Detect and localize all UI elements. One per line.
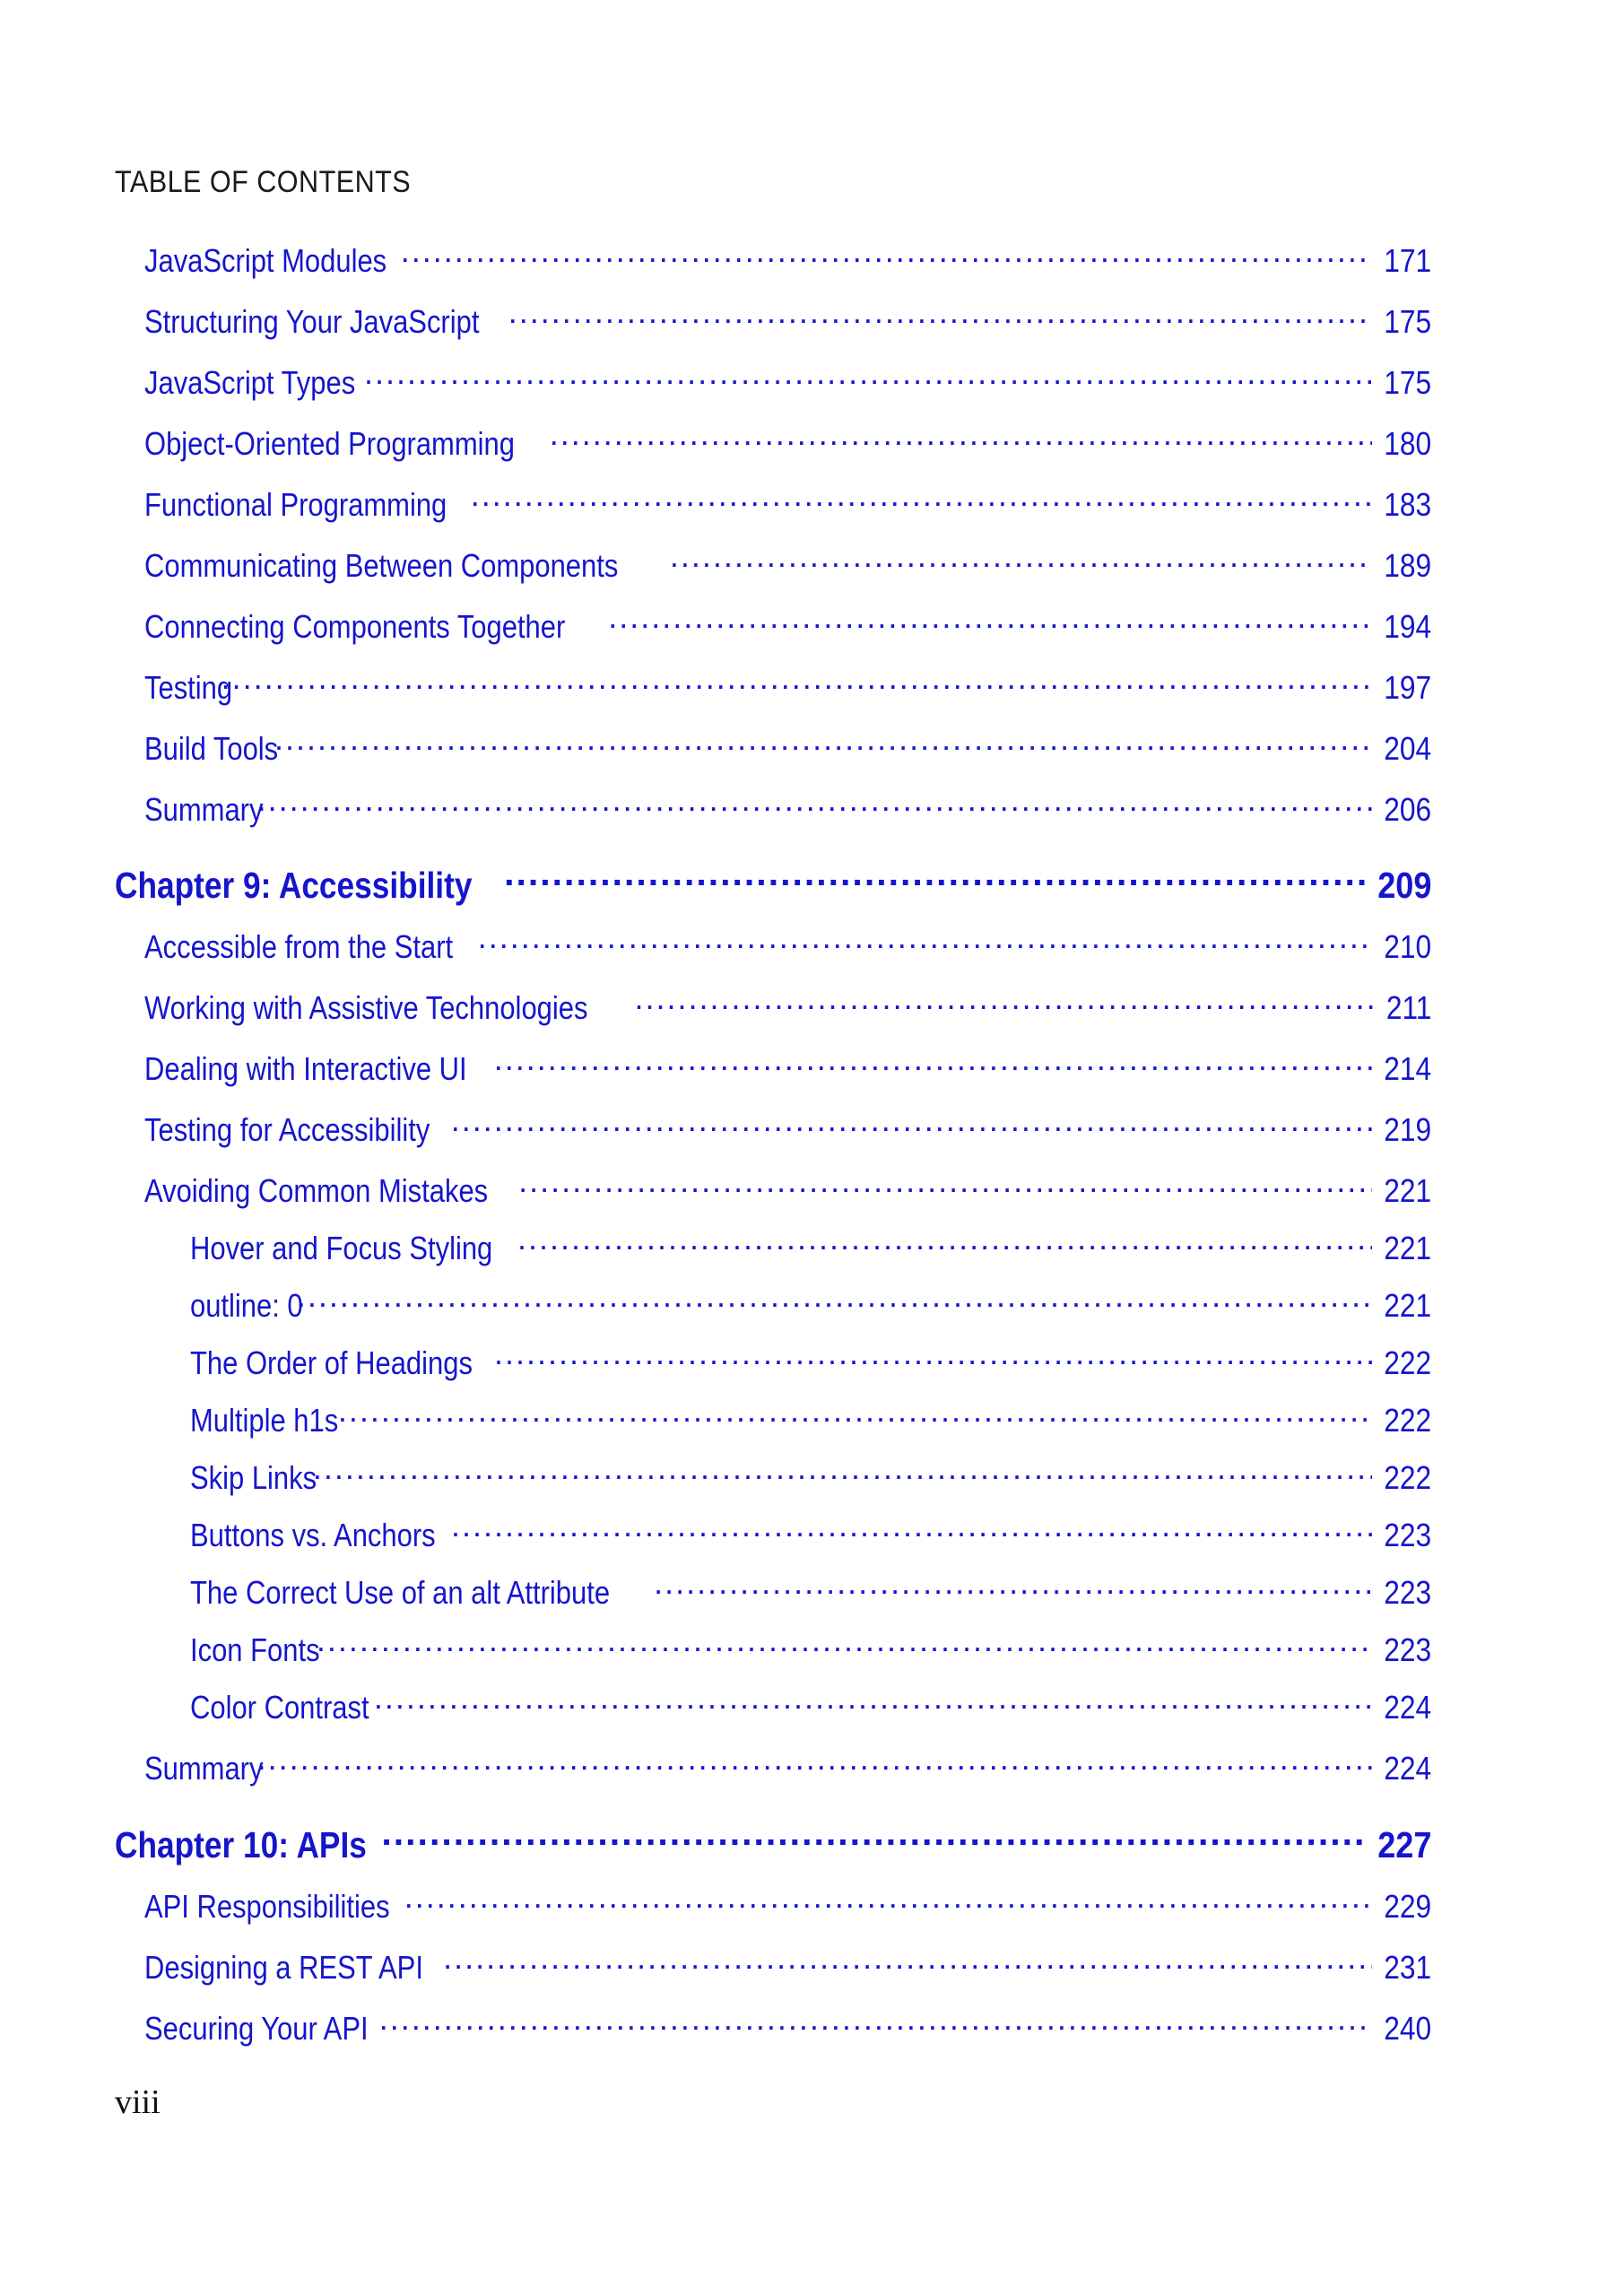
dot-leader <box>222 666 1372 699</box>
toc-entry[interactable] <box>144 361 1431 402</box>
toc-entry-title: Buttons vs. Anchors <box>190 1516 436 1553</box>
dot-leader <box>313 1457 1372 1489</box>
toc-entry-page-number: 222 <box>1384 1401 1431 1439</box>
dot-leader <box>338 1399 1372 1431</box>
toc-chapter-entry[interactable] <box>115 861 1431 908</box>
toc-entry[interactable] <box>144 788 1431 829</box>
dot-leader <box>635 987 1375 1019</box>
toc-entry[interactable] <box>144 239 1431 280</box>
toc-entry-title: outline: 0 <box>190 1286 303 1324</box>
toc-entry-page-number: 204 <box>1384 729 1431 767</box>
dot-leader <box>374 1686 1372 1718</box>
dot-leader <box>364 361 1372 394</box>
toc-entry[interactable] <box>190 1457 1431 1497</box>
toc-entry[interactable] <box>144 544 1431 585</box>
toc-entry-title: Chapter 9: Accessibility <box>115 864 473 906</box>
toc-entry-page-number: 197 <box>1384 668 1431 706</box>
toc-entry[interactable] <box>144 1170 1431 1210</box>
toc-entry-page-number: 194 <box>1384 607 1431 645</box>
toc-entry-page-number: 210 <box>1384 927 1431 965</box>
toc-entry-title: Summary <box>144 1749 264 1787</box>
toc-entry-page-number: 240 <box>1384 2009 1431 2047</box>
dot-leader <box>451 1514 1372 1546</box>
dot-leader <box>494 1048 1372 1080</box>
toc-entry-page-number: 224 <box>1384 1749 1431 1787</box>
dot-leader <box>257 1747 1372 1779</box>
toc-entry-title: Multiple h1s <box>190 1401 339 1439</box>
toc-entry-title: The Order of Headings <box>190 1344 473 1381</box>
dot-leader <box>517 1227 1372 1259</box>
toc-entry[interactable] <box>190 1514 1431 1554</box>
dot-leader <box>494 1342 1372 1374</box>
dot-leader <box>297 1284 1372 1317</box>
toc-entry[interactable] <box>144 1048 1431 1088</box>
toc-entry-title: Chapter 10: APIs <box>115 1823 367 1866</box>
toc-entry[interactable] <box>144 422 1431 463</box>
toc-entry-page-number: 222 <box>1384 1458 1431 1496</box>
dot-leader <box>257 788 1372 821</box>
toc-entry[interactable] <box>144 1885 1431 1926</box>
toc-entry-title: Avoiding Common Mistakes <box>144 1171 489 1209</box>
toc-entry[interactable] <box>190 1227 1431 1267</box>
toc-entry-page-number: 175 <box>1384 363 1431 401</box>
toc-entry-page-number: 223 <box>1384 1631 1431 1668</box>
toc-entry-page-number: 214 <box>1384 1049 1431 1087</box>
toc-entry-title: Designing a REST API <box>144 1948 423 1986</box>
toc-entry-page-number: 223 <box>1384 1573 1431 1611</box>
dot-leader <box>381 1821 1364 1857</box>
toc-entry[interactable] <box>144 926 1431 966</box>
toc-entry-page-number: 211 <box>1385 988 1431 1026</box>
toc-entry-title: Functional Programming <box>144 485 447 523</box>
toc-entry-page-number: 183 <box>1384 485 1431 523</box>
toc-entry-page-number: 175 <box>1384 302 1431 340</box>
toc-entry-title: Color Contrast <box>190 1688 369 1726</box>
toc-entry-title: Securing Your API <box>144 2009 369 2047</box>
toc-entry-page-number: 224 <box>1384 1688 1431 1726</box>
toc-entry[interactable] <box>144 2007 1431 2048</box>
dot-leader <box>404 1885 1372 1918</box>
dot-leader <box>478 926 1372 958</box>
toc-entry-title: API Responsibilities <box>144 1887 390 1925</box>
dot-leader <box>518 1170 1372 1202</box>
dot-leader <box>451 1109 1372 1141</box>
toc-entry-page-number: 221 <box>1384 1171 1431 1209</box>
toc-entry-page-number: 227 <box>1377 1823 1431 1866</box>
toc-entry-page-number: 231 <box>1384 1948 1431 1986</box>
toc-entry-title: Testing <box>144 668 233 706</box>
toc-entry-title: Build Tools <box>144 729 279 767</box>
toc-entry-page-number: 219 <box>1384 1110 1431 1148</box>
toc-entry-title: Testing for Accessibility <box>144 1110 430 1148</box>
toc-entry[interactable] <box>190 1399 1431 1439</box>
toc-entry[interactable] <box>144 727 1431 768</box>
dot-leader <box>274 727 1372 760</box>
toc-entry-title: Accessible from the Start <box>144 927 454 965</box>
toc-entry-page-number: 209 <box>1377 864 1431 906</box>
toc-entry[interactable] <box>190 1686 1431 1726</box>
toc-entry[interactable] <box>190 1629 1431 1669</box>
toc-entry[interactable] <box>144 666 1431 707</box>
toc-entry-title: Communicating Between Components <box>144 546 619 584</box>
dot-leader <box>471 483 1372 516</box>
toc-entry[interactable] <box>144 987 1431 1027</box>
dot-leader <box>317 1629 1372 1661</box>
toc-entry[interactable] <box>144 483 1431 524</box>
toc-entry-page-number: 221 <box>1384 1229 1431 1266</box>
toc-entry-title: Dealing with Interactive UI <box>144 1049 467 1087</box>
toc-entry-page-number: 222 <box>1384 1344 1431 1381</box>
toc-entry[interactable] <box>190 1284 1431 1325</box>
running-header: TABLE OF CONTENTS <box>115 165 412 199</box>
toc-entry-page-number: 171 <box>1384 241 1431 279</box>
dot-leader <box>508 300 1372 333</box>
toc-entry[interactable] <box>190 1342 1431 1382</box>
page-number-footer: viii <box>115 2083 161 2121</box>
dot-leader <box>443 1946 1372 1979</box>
toc-entry-page-number: 221 <box>1384 1286 1431 1324</box>
toc-entry-page-number: 229 <box>1384 1887 1431 1925</box>
dot-leader <box>401 239 1372 272</box>
toc-entry-title: Summary <box>144 790 264 828</box>
toc-entry-title: The Correct Use of an alt Attribute <box>190 1573 611 1611</box>
dot-leader <box>670 544 1372 577</box>
toc-entry-title: JavaScript Modules <box>144 241 387 279</box>
dot-leader <box>379 2007 1372 2039</box>
dot-leader <box>550 422 1372 455</box>
toc-entry[interactable] <box>190 1571 1431 1612</box>
toc-entry[interactable] <box>144 1747 1431 1787</box>
toc-entry[interactable] <box>144 1109 1431 1149</box>
toc-entry[interactable] <box>144 605 1431 646</box>
dot-leader <box>608 605 1372 638</box>
toc-entry[interactable] <box>144 300 1431 341</box>
toc-entry-title: Icon Fonts <box>190 1631 320 1668</box>
dot-leader <box>504 861 1364 898</box>
toc-entry-title: Working with Assistive Technologies <box>144 988 588 1026</box>
toc-entry-page-number: 189 <box>1384 546 1431 584</box>
toc-entry[interactable] <box>144 1946 1431 1987</box>
toc-entry-page-number: 206 <box>1384 790 1431 828</box>
toc-entry-title: Hover and Focus Styling <box>190 1229 493 1266</box>
toc-entry-title: Object-Oriented Programming <box>144 424 515 462</box>
toc-entry-page-number: 223 <box>1384 1516 1431 1553</box>
toc-entry-title: Structuring Your JavaScript <box>144 302 480 340</box>
toc-entry-title: Skip Links <box>190 1458 317 1496</box>
toc-chapter-entry[interactable] <box>115 1821 1431 1867</box>
toc-entry-title: Connecting Components Together <box>144 607 566 645</box>
toc-entry-page-number: 180 <box>1384 424 1431 462</box>
toc-entry-title: JavaScript Types <box>144 363 356 401</box>
dot-leader <box>654 1571 1372 1604</box>
